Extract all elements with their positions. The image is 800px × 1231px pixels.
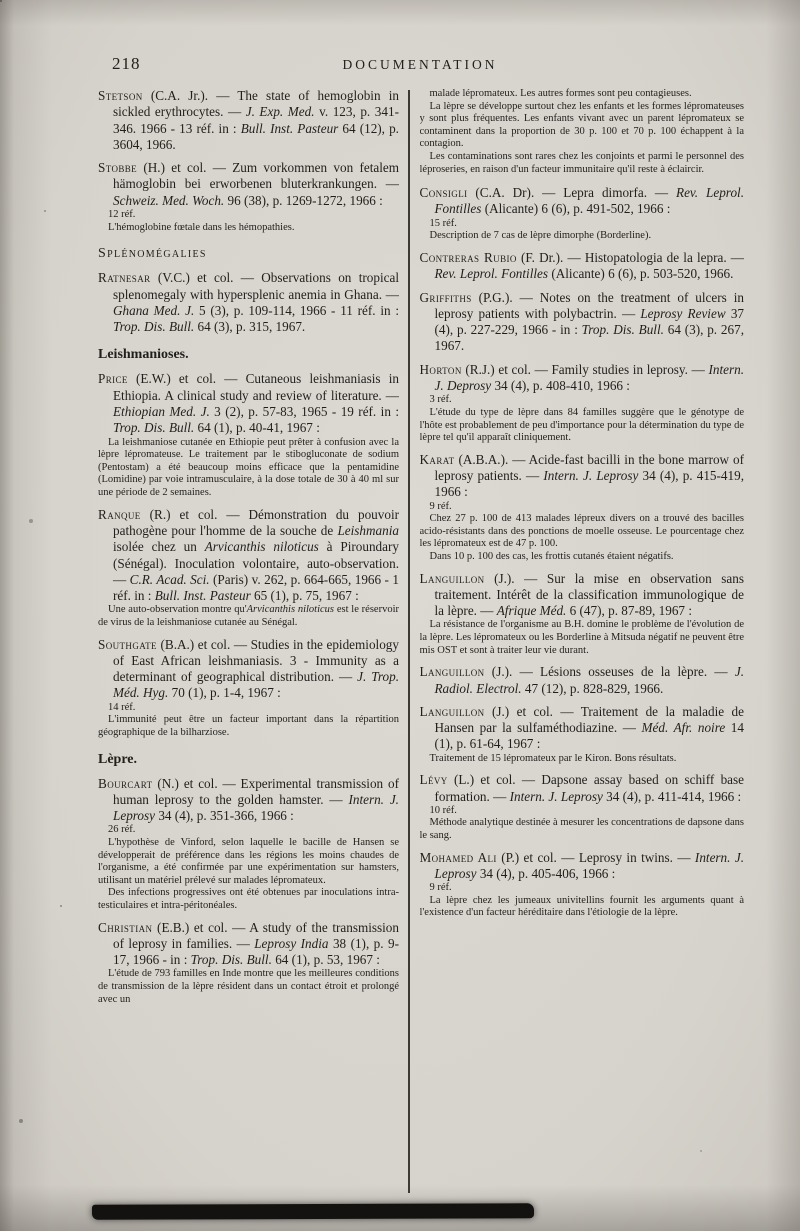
section-heading: Splénomégalies (98, 246, 207, 262)
entry-citation (98, 371, 399, 436)
text-run: L'hypothèse de Vinford, selon laquelle le bacille de Hansen se développerait de préférence dans les régions les moins chaudes de l'organisme, a été confirmée par une expérimentation sur hamsters, utilisant un matériel prélevé sur malades lépromateux. (98, 837, 399, 886)
italic-text: J. Radiol. Electrol. (434, 664, 744, 696)
italic-text: J. Exp. Med. (245, 104, 315, 120)
italic-text: Bull. Inst. Pasteur (240, 120, 339, 136)
text-run: La leishmaniose cutanée en Ethiopie peut prêter à confusion avec la lèpre lépromateuse. Le traitement par le stibogluconate de sodium (Pentostam) a été beaucoup moins efficace que la pentamidine (Lomidine) par voie intramusculaire, à la dose totale de 30 à 40 ml sur une période de 2 semaines. (98, 436, 399, 499)
bibliography-entry (420, 571, 745, 658)
entry-citation (420, 772, 745, 805)
italic-text: Afrique Méd. (496, 603, 567, 619)
author-name: Ranque (98, 506, 141, 522)
text-run: Description de 7 cas de lèpre dimorphe (Borderline). (429, 230, 652, 242)
author-name: Consigli (419, 185, 468, 201)
italic-text: Schweiz. Med. Woch. (113, 192, 225, 208)
right-column (420, 88, 745, 1197)
italic-text: Arvicanthis niloticus (246, 604, 335, 616)
entry-note (98, 837, 399, 887)
entry-note (98, 714, 399, 739)
text-run: 15 réf. (429, 217, 457, 229)
text-run: à Piroundary (Sénégal). Inoculation volontaire, auto-observation. — (113, 539, 399, 587)
entry-note (98, 702, 399, 715)
author-name: Price (98, 371, 128, 387)
text-run: (P.) et col. — Leprosy in twins. — (496, 849, 695, 865)
entry-note (420, 230, 745, 243)
text-run: (Alicante) 6 (6), p. 503-520, 1966. (548, 266, 734, 282)
italic-text: Leprosy Review (640, 305, 726, 321)
entry-note (420, 817, 745, 842)
entry-note (420, 407, 745, 445)
author-name: Lévy (419, 772, 448, 788)
text-run: 3 réf. (429, 394, 452, 406)
text-run: Dans 10 p. 100 des cas, les frottis cutanés étaient négatifs. (429, 550, 674, 562)
bibliography-entry (420, 362, 745, 445)
author-name: Ratnesar (98, 270, 151, 286)
text-run: 34 (4), p. 411-414, 1966 : (602, 788, 742, 804)
text-run: 5 (3), p. 109-114, 1966 - 11 réf. in : (194, 302, 399, 318)
entry-note (420, 394, 745, 407)
entry-citation (420, 362, 745, 395)
text-run: 64 (3), p. 267, 1967. (434, 322, 744, 354)
text-run: 64 (1), p. 40-41, 1967 : (194, 420, 320, 436)
italic-text: Trop. Dis. Bull. (581, 322, 664, 338)
text-run: (E.B.) et col. — A study of the transmission of leprosy in families. — (113, 919, 399, 951)
subsection-heading: Leishmanioses. (98, 347, 189, 363)
italic-text: Intern. J. Leprosy (543, 467, 639, 483)
text-run: Traitement de 15 lépromateux par le Kiron. Bons résultats. (429, 752, 677, 764)
text-run: 14 (1), p. 61-64, 1967 : (434, 720, 744, 752)
entry-note (420, 151, 745, 176)
entry-citation (98, 637, 399, 702)
bibliography-entry (98, 507, 399, 630)
bibliography-entry (98, 776, 399, 913)
text-run: 34 (4), p. 415-419, 1966 : (434, 467, 744, 500)
left-column (98, 88, 399, 1197)
italic-text: Méd. Afr. noire (641, 720, 726, 736)
bibliography-entry (420, 850, 745, 920)
entry-note (420, 218, 745, 231)
bibliography-entry (420, 250, 745, 283)
italic-text: Arvicanthis niloticus (204, 539, 319, 555)
text-run: L'étude de 793 familles en Inde montre que les meilleures conditions de transmission de la lèpre résident dans un contact étroit et prolongé avec un (98, 968, 399, 1005)
entry-citation (98, 920, 399, 969)
text-run: 47 (12), p. 828-829, 1966. (521, 680, 664, 696)
text-run: Méthode analytique destinée à mesurer les concentrations de dapsone dans le sang. (419, 817, 744, 842)
text-run: (A.B.A.). — Acide-fast bacilli in the bone marrow of leprosy patients. — (434, 451, 744, 483)
entry-note (98, 437, 399, 500)
italic-text: Leishmania (337, 522, 399, 538)
author-name: Languillon (419, 664, 485, 680)
entry-note (420, 753, 745, 766)
text-run: (F. Dr.). — Histopatologia de la lepra. — (516, 249, 744, 265)
text-run: 9 réf. (429, 882, 452, 894)
entry-note (420, 551, 745, 564)
author-name: Stetson (98, 88, 143, 103)
text-run: 12 réf. (108, 209, 136, 221)
author-name: Mohamed Ali (419, 849, 497, 865)
italic-text: Trop. Dis. Bull. (190, 952, 272, 968)
italic-text: Trop. Dis. Bull. (113, 319, 195, 335)
italic-text: Bull. Inst. Pasteur (154, 588, 251, 604)
page-number: 218 (112, 54, 141, 73)
text-run: Chez 27 p. 100 de 413 malades lépreux divers on a trouvé des bacilles acido-résistants dans des ponctions de moelle osseuse. Le pourcentage chez les lépromateux est de 47 p. 100. (419, 513, 744, 550)
entry-note (420, 88, 745, 101)
author-name: Stobbe (98, 160, 138, 176)
text-run: L'étude du type de lèpre dans 84 familles suggère que le génotype de l'hôte est probablement de peu d'importance pour la détermination du type de lèpre tel qu'il apparaît cliniquement. (419, 406, 744, 444)
text-run: 96 (38), p. 1269-1272, 1966 : (224, 192, 383, 208)
text-run: 65 (1), p. 75, 1967 : (250, 588, 359, 604)
column-divider (408, 90, 410, 1193)
bibliography-entry (420, 185, 745, 243)
author-name: Languillon (419, 703, 485, 719)
scan-noise-specks (0, 0, 2, 2)
author-name: Southgate (98, 636, 157, 652)
text-run: (N.) et col. — Experimental transmission of human leprosy to the golden hamster. — (113, 775, 399, 807)
bibliography-entry (98, 371, 399, 499)
text-run: L'immunité peut être un facteur important dans la répartition géographique de la bilharziose. (98, 714, 399, 738)
text-run: (C.A. Jr.). — The state of hemoglobin in sickled erythrocytes. — (113, 88, 399, 120)
bibliography-entry (98, 88, 399, 153)
text-run: (J.). — Sur la mise en observation sans traitement. Intérêt de la classification immunologique de la lèpre. — (434, 570, 744, 619)
italic-text: Trop. Dis. Bull. (113, 420, 195, 436)
text-run: 14 réf. (108, 701, 136, 713)
bibliography-entry (98, 270, 399, 335)
two-column-layout (98, 88, 744, 1197)
text-run: 34 (4), p. 351-366, 1966 : (155, 808, 294, 824)
entry-note (98, 222, 399, 235)
entry-note (420, 619, 745, 657)
entry-note (98, 968, 399, 1006)
entry-note (420, 513, 745, 551)
entry-note (420, 805, 745, 818)
entry-note (420, 101, 745, 151)
entry-note (98, 887, 399, 912)
text-run: La résistance de l'organisme au B.H. domine le problème de l'évolution de la lèpre. Les lépromateux ou les Borderline à Mitsuda négatif ne peuvent être mis OST et sont à traiter leur vie durant. (419, 619, 744, 656)
text-run: (Paris) v. 262, p. 664-665, 1966 - 1 réf. in : (113, 571, 399, 604)
entry-note (98, 604, 399, 629)
text-run: 37 (4), p. 227-229, 1966 - in : (434, 305, 744, 338)
text-run: (J.). — Lésions osseuses de la lèpre. — (484, 664, 735, 680)
text-run: Une auto-observation montre qu' (108, 604, 247, 616)
text-run: 3 (2), p. 57-83, 1965 - 19 réf. in : (209, 404, 399, 420)
scan-artifact-bar (92, 1203, 534, 1220)
author-name: Contreras Rubio (419, 249, 517, 265)
author-name: Horton (419, 361, 462, 377)
italic-text: Ghana Med. J. (113, 302, 195, 318)
text-run: 34 (4), p. 405-406, 1966 : (476, 865, 616, 881)
entry-citation (98, 88, 399, 153)
entry-note (420, 882, 745, 895)
text-run: (C.A. Dr). — Lepra dimorfa. — (467, 185, 677, 201)
entry-citation (98, 160, 399, 209)
text-run: 6 (47), p. 87-89, 1967 : (566, 603, 692, 619)
page-header (98, 54, 742, 78)
italic-text: Intern. J. Leprosy (509, 788, 603, 804)
text-run: Des infections progressives ont été obtenues par inoculations intra-testiculaires et intra-péritonéales. (98, 887, 399, 911)
entry-citation (420, 185, 745, 218)
text-run: (P.G.). — Notes on the treatment of ulcers in leprosy patients with polybactrin. — (434, 289, 744, 321)
text-run: La lèpre se développe surtout chez les enfants et les formes lépromateuses y sont plus fréquentes. Les enfants vivant avec un parent lépromateux se contaminent dans la proportion de 30 p. 100 et 70 p. 100 échappent à la contagion. (419, 100, 744, 150)
bibliography-entry (420, 664, 745, 697)
italic-text: J. Trop. Méd. Hyg. (113, 669, 399, 701)
text-run: est le réservoir de virus de la leishmaniose cutanée au Sénégal. (98, 604, 399, 628)
text-run: Les contaminations sont rares chez les conjoints et parmi le personnel des léproseries, en raison d'un facteur immunitaire qu'il reste à éclaircir. (419, 150, 744, 175)
text-run: 64 (12), p. 3604, 1966. (113, 120, 399, 152)
entry-citation (420, 571, 745, 620)
entry-citation (420, 664, 745, 697)
italic-text: C.R. Acad. Sci. (129, 571, 210, 587)
text-run: 38 (1), p. 9-17, 1966 - in : (113, 935, 399, 968)
bibliography-entry (420, 704, 745, 765)
entry-note (98, 824, 399, 837)
text-run: (E.W.) et col. — Cutaneous leishmaniasis in Ethiopia. A clinical study and review of literature. — (113, 371, 399, 403)
italic-text: Ethiopian Med. J. (113, 404, 210, 420)
entry-citation (420, 250, 745, 283)
bibliography-entry (420, 290, 745, 355)
italic-text: Intern. J. Deprosy (434, 361, 744, 394)
text-run: malade lépromateux. Les autres formes sont peu contagieuses. (429, 88, 692, 99)
entry-note (98, 209, 399, 222)
italic-text: Leprosy India (254, 935, 329, 951)
bibliography-entry (420, 772, 745, 842)
author-name: Christian (98, 919, 153, 935)
text-run: 64 (3), p. 315, 1967. (194, 319, 306, 335)
author-name: Bourcart (98, 775, 153, 791)
bibliography-entry (98, 920, 399, 1007)
text-run: v. 123, p. 341-346. 1966 - 13 réf. in : (113, 104, 399, 136)
bibliography-entry (98, 637, 399, 740)
entry-citation (420, 290, 745, 355)
text-run: (R.J.) et col. — Family studies in leprosy. — (461, 361, 709, 377)
italic-text: Intern. J. Leprosy (113, 791, 399, 824)
entry-citation (420, 704, 745, 753)
entry-citation (98, 507, 399, 605)
entry-continuation (420, 88, 745, 176)
entry-citation (420, 850, 745, 883)
text-run: 64 (1), p. 53, 1967 : (271, 952, 380, 968)
page-title: DOCUMENTATION (342, 57, 498, 72)
italic-text: Intern. J. Leprosy (434, 849, 744, 881)
italic-text: Rev. Leprol. Fontilles (434, 266, 549, 282)
italic-text: Rev. Leprol. Fontilles (434, 185, 744, 217)
text-run: L'hémoglobine fœtale dans les hémopathies. (108, 221, 295, 233)
text-run: isolée chez un (113, 539, 205, 555)
entry-note (420, 895, 745, 920)
text-run: (L.) et col. — Dapsone assay based on schiff base formation. — (434, 772, 744, 804)
text-run: (H.) et col. — Zum vorkommen von fetalem hämoglobin bei erworbenen bluterkrankungen. — (113, 160, 399, 192)
text-run: 26 réf. (108, 824, 136, 836)
bibliography-entry (98, 160, 399, 234)
text-run: (R.) et col. — Démonstration du pouvoir pathogène pour l'homme de la souche de (113, 506, 399, 538)
author-name: Griffiths (419, 289, 472, 305)
author-name: Karat (419, 451, 455, 467)
text-run: (B.A.) et col. — Studies in the epidemiology of East African leishmaniasis. 3 - Immunity as a determinant of geographical distribution. — (113, 636, 399, 685)
text-run: 34 (4), p. 408-410, 1966 : (491, 378, 630, 394)
entry-citation (98, 270, 399, 335)
entry-citation (420, 452, 745, 501)
text-run: 9 réf. (429, 500, 452, 512)
text-run: (J.) et col. — Traitement de la maladie de Hansen par la sulfaméthodiazine. — (434, 703, 744, 736)
text-run: 70 (1), p. 1-4, 1967 : (168, 685, 281, 701)
text-run: La lèpre chez les jumeaux univitellins fournit les arguments quant à l'existence d'un facteur héréditaire dans l'étiologie de la lèpre. (419, 894, 744, 919)
text-run: (Alicante) 6 (6), p. 491-502, 1966 : (481, 201, 671, 217)
subsection-heading: Lèpre. (98, 751, 138, 767)
text-run: 10 réf. (429, 804, 457, 816)
text-run: (V.C.) et col. — Observations on tropical splenomegaly with hypersplenic anemia in Ghana. — (113, 270, 399, 302)
entry-note (420, 501, 745, 514)
author-name: Languillon (419, 570, 485, 586)
entry-citation (98, 776, 399, 825)
bibliography-entry (420, 452, 745, 564)
